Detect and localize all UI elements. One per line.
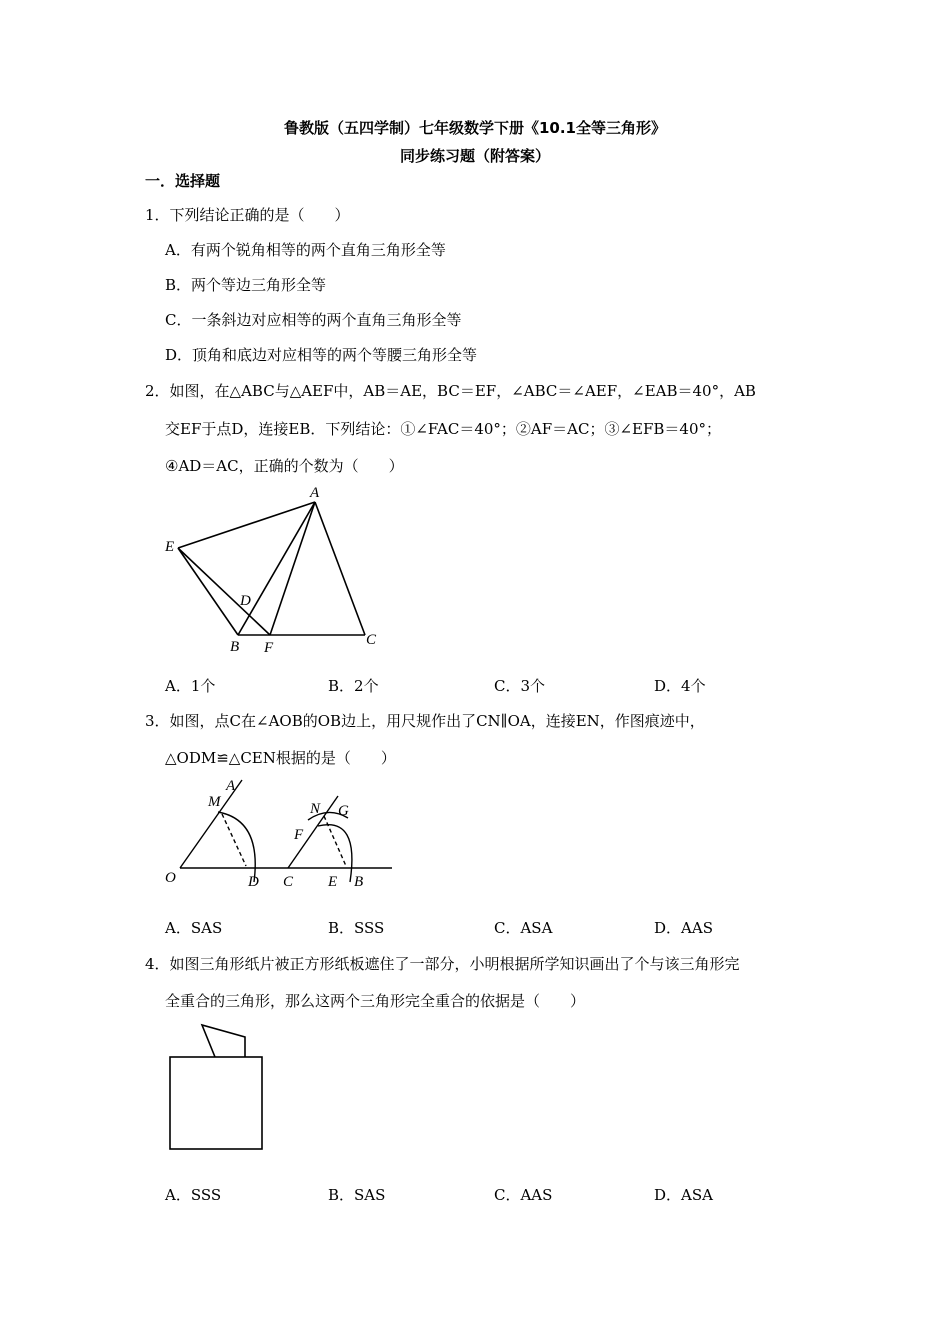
q2-line3: ④AD＝AC，正确的个数为（ ） (165, 457, 404, 475)
q1-option-a: A．有两个锐角相等的两个直角三角形全等 (165, 241, 446, 259)
segment-ef (178, 548, 270, 635)
q2-line2: 交EF于点D，连接EB．下列结论：①∠FAC＝40°；②AF＝AC；③∠EFB＝40°； (165, 420, 722, 438)
q1-option-c: C．一条斜边对应相等的两个直角三角形全等 (165, 311, 462, 329)
dashed-md (222, 814, 246, 866)
q3-option-c: C．ASA (494, 919, 553, 937)
dashed-ne (324, 816, 346, 866)
label-o: O (165, 870, 176, 886)
section-title: 一．选择题 (145, 172, 221, 190)
label-a: A (310, 485, 320, 501)
label-c: C (366, 632, 377, 648)
label-b: B (354, 874, 364, 890)
q3-line1: 3．如图，点C在∠AOB的OB边上，用尺规作出了CN∥OA，连接EN，作图痕迹中， (145, 712, 705, 730)
q3-line2: △ODM≌△CEN根据的是（ ） (165, 749, 396, 767)
label-c: C (283, 874, 294, 890)
q4-option-b: B．SAS (328, 1186, 386, 1204)
q1-option-d: D．顶角和底边对应相等的两个等腰三角形全等 (165, 346, 478, 364)
page-title: 鲁教版（五四学制）七年级数学下册《10.1全等三角形》 (283, 119, 666, 137)
label-f: F (294, 827, 304, 843)
q2-option-b: B．2个 (328, 677, 379, 695)
q4-line1: 4．如图三角形纸片被正方形纸板遮住了一部分，小明根据所学知识画出了个与该三角形完 (145, 955, 740, 973)
label-n: N (310, 801, 321, 817)
segment-ac (315, 502, 365, 635)
label-e: E (328, 874, 338, 890)
q3-figure (160, 770, 400, 895)
q1-stem: 1．下列结论正确的是（ ） (145, 206, 350, 224)
label-e: E (165, 539, 175, 555)
label-d: D (248, 874, 259, 890)
q2-option-d: D．4个 (654, 677, 706, 695)
label-b: B (230, 639, 240, 655)
label-d: D (240, 593, 251, 609)
q2-line1: 2．如图，在△ABC与△AEF中，AB＝AE，BC＝EF，∠ABC＝∠AEF，∠EAB＝40°，AB (145, 382, 756, 400)
q4-option-d: D．ASA (654, 1186, 713, 1204)
square-board (170, 1057, 262, 1149)
q2-option-c: C．3个 (494, 677, 546, 695)
q3-option-b: B．SSS (328, 919, 385, 937)
q4-option-c: C．AAS (494, 1186, 553, 1204)
label-m: M (208, 794, 221, 810)
q1-option-b: B．两个等边三角形全等 (165, 276, 327, 294)
q2-option-a: A．1个 (165, 677, 216, 695)
q2-figure (160, 480, 390, 660)
q3-option-d: D．AAS (654, 919, 713, 937)
triangle-visible-part (202, 1025, 245, 1057)
label-f: F (264, 640, 274, 656)
label-a: A (226, 778, 236, 794)
q3-option-a: A．SAS (165, 919, 223, 937)
q4-figure (160, 1015, 280, 1160)
q4-line2: 全重合的三角形，那么这两个三角形完全重合的依据是（ ） (165, 992, 586, 1010)
segment-ae (178, 502, 315, 548)
segment-eb (178, 548, 238, 635)
label-g: G (338, 803, 349, 819)
q4-option-a: A．SSS (165, 1186, 222, 1204)
page-subtitle: 同步练习题（附答案） (399, 147, 550, 165)
